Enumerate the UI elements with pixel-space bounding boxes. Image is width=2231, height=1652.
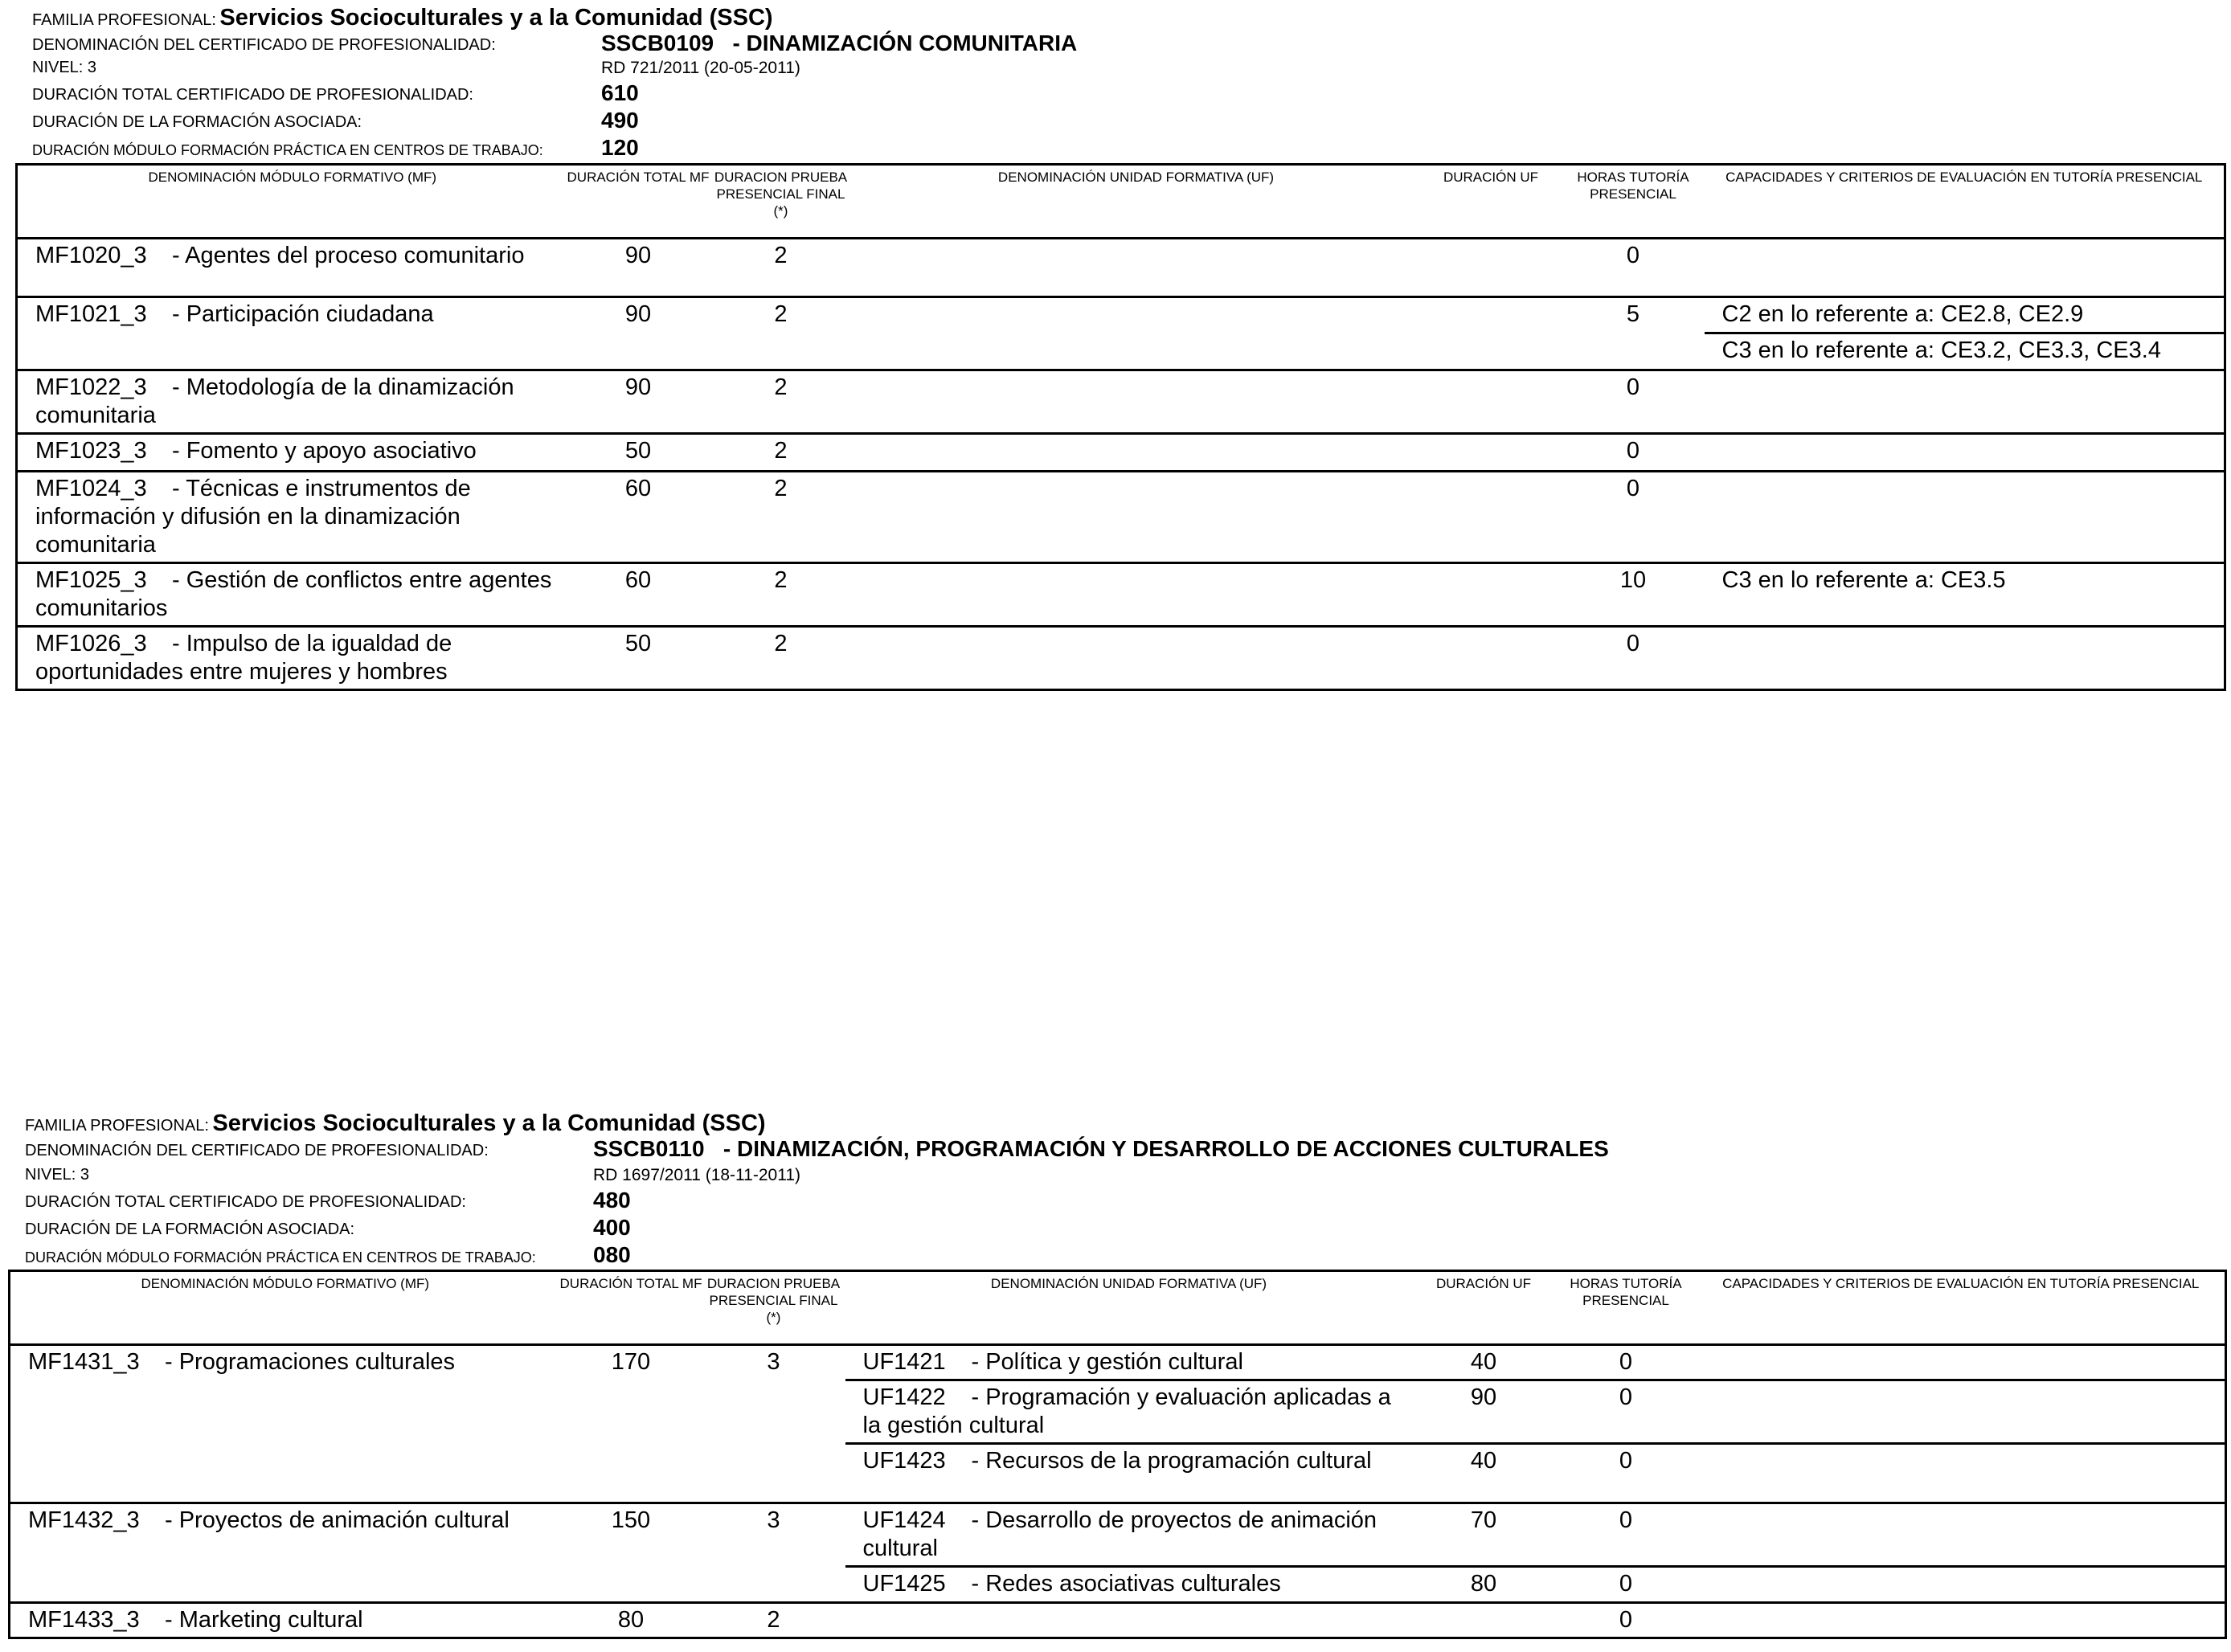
- nivel-label: NIVEL: 3: [25, 1166, 90, 1184]
- mf-prueba: 2: [710, 627, 853, 690]
- uf-duration: 90: [1413, 1380, 1555, 1444]
- denominacion-label: DENOMINACIÓN DEL CERTIFICADO DE PROFESIONALIDAD:: [32, 36, 496, 54]
- uf-cell: [853, 239, 1420, 297]
- tutoria-hours: 10: [1562, 563, 1705, 627]
- col-header: DURACIÓN UF: [1443, 170, 1539, 185]
- familia-line: [25, 1112, 766, 1135]
- rd-reference: RD 1697/2011 (18-11-2011): [593, 1166, 800, 1184]
- uf-name: - Programación y evaluación aplicadas a la gestión cultural: [862, 1384, 1391, 1438]
- criterios-cell: [1705, 627, 2225, 690]
- uf-duration: 70: [1413, 1503, 1555, 1567]
- certificate-title: [593, 1138, 1609, 1160]
- mf-total: 90: [567, 370, 710, 434]
- dur-formacion-label: DURACIÓN DE LA FORMACIÓN ASOCIADA:: [25, 1221, 355, 1238]
- uf-duration: 80: [1413, 1567, 1555, 1603]
- mf-name: - Agentes del proceso comunitario: [172, 243, 525, 268]
- mf-total: 80: [560, 1603, 702, 1638]
- mf-cell: [10, 1503, 560, 1603]
- familia-value: Servicios Socioculturales y a la Comunidad (SSC): [212, 1110, 766, 1136]
- uf-cell: [853, 627, 1420, 690]
- certificate-name: - DINAMIZACIÓN, PROGRAMACIÓN Y DESARROLLO DE ACCIONES CULTURALES: [723, 1136, 1609, 1161]
- tutoria-hours: 0: [1555, 1345, 1697, 1380]
- mf-code: MF1022_3: [35, 374, 147, 400]
- rd-reference: RD 721/2011 (20-05-2011): [601, 59, 800, 77]
- certificate-name: - DINAMIZACIÓN COMUNITARIA: [732, 31, 1078, 55]
- uf-duration: [1420, 434, 1562, 472]
- mf-code: MF1023_3: [35, 438, 147, 464]
- mf-total: 170: [560, 1345, 702, 1503]
- dur-practica-label: DURACIÓN MÓDULO FORMACIÓN PRÁCTICA EN CENTROS DE TRABAJO:: [25, 1249, 536, 1266]
- criterio-text: C2 en lo referente a: CE2.8, CE2.9: [1705, 297, 2225, 333]
- uf-cell: [845, 1567, 1413, 1603]
- table-row: [17, 370, 2225, 434]
- mf-code: MF1026_3: [35, 631, 147, 656]
- criterios-cell: [1697, 1503, 2226, 1567]
- uf-name: - Redes asociativas culturales: [971, 1571, 1281, 1597]
- uf-cell: [845, 1503, 1413, 1567]
- uf-duration: 40: [1413, 1345, 1555, 1380]
- tutoria-hours: 5: [1562, 297, 1705, 370]
- criterios-cell: [1697, 1567, 2226, 1603]
- familia-line: [32, 6, 773, 30]
- mf-total: 150: [560, 1503, 702, 1603]
- mf-name: - Gestión de conflictos entre agentes comunitarios: [35, 567, 552, 621]
- mf-prueba: 2: [710, 563, 853, 627]
- tutoria-hours: 0: [1562, 627, 1705, 690]
- uf-cell: [853, 434, 1420, 472]
- certificate-title: [601, 32, 1077, 55]
- tutoria-hours: 0: [1555, 1603, 1697, 1638]
- dur-formacion-value: 400: [593, 1215, 631, 1240]
- mf-cell: [17, 370, 567, 434]
- tutoria-hours: 0: [1555, 1380, 1697, 1444]
- mf-name: - Fomento y apoyo asociativo: [172, 438, 477, 464]
- table-row: [10, 1603, 2226, 1638]
- modules-table-1: [15, 163, 2226, 691]
- dur-practica-label: DURACIÓN MÓDULO FORMACIÓN PRÁCTICA EN CENTROS DE TRABAJO:: [32, 142, 543, 158]
- uf-cell: [853, 370, 1420, 434]
- uf-code: UF1421: [862, 1349, 946, 1375]
- uf-duration: 40: [1413, 1444, 1555, 1503]
- tutoria-hours: 0: [1562, 239, 1705, 297]
- mf-cell: [17, 563, 567, 627]
- mf-name: - Impulso de la igualdad de oportunidades entre mujeres y hombres: [35, 631, 452, 685]
- uf-cell: [853, 297, 1420, 370]
- col-header: DENOMINACIÓN UNIDAD FORMATIVA (UF): [990, 1276, 1267, 1291]
- tutoria-hours: 0: [1555, 1444, 1697, 1503]
- uf-duration: [1420, 472, 1562, 563]
- dur-total-label: DURACIÓN TOTAL CERTIFICADO DE PROFESIONALIDAD:: [25, 1193, 466, 1211]
- table-header-row: [17, 165, 2225, 239]
- uf-code: UF1423: [862, 1448, 946, 1474]
- mf-total: 60: [567, 472, 710, 563]
- uf-duration: [1420, 627, 1562, 690]
- mf-prueba: 2: [710, 434, 853, 472]
- uf-code: UF1422: [862, 1384, 946, 1410]
- mf-prueba: 2: [710, 472, 853, 563]
- col-header: CAPACIDADES Y CRITERIOS DE EVALUACIÓN EN TUTORÍA PRESENCIAL: [1725, 170, 2203, 185]
- table-row: [17, 627, 2225, 690]
- mf-code: MF1024_3: [35, 476, 147, 501]
- mf-name: - Programaciones culturales: [165, 1349, 456, 1375]
- col-header: CAPACIDADES Y CRITERIOS DE EVALUACIÓN EN TUTORÍA PRESENCIAL: [1722, 1276, 2200, 1291]
- mf-prueba: 2: [710, 297, 853, 370]
- mf-code: MF1433_3: [28, 1607, 140, 1633]
- familia-label: FAMILIA PROFESIONAL:: [25, 1117, 209, 1135]
- mf-total: 90: [567, 239, 710, 297]
- table-row: [17, 434, 2225, 472]
- mf-cell: [17, 297, 567, 370]
- mf-name: - Técnicas e instrumentos de información y difusión en la dinamización comunitaria: [35, 476, 471, 558]
- mf-code: MF1431_3: [28, 1349, 140, 1375]
- col-header: DENOMINACIÓN UNIDAD FORMATIVA (UF): [997, 170, 1275, 185]
- mf-prueba: 2: [702, 1603, 845, 1638]
- dur-practica-value: 120: [601, 135, 639, 160]
- col-header: DURACIÓN TOTAL MF: [559, 1276, 702, 1291]
- dur-total-value: 610: [601, 80, 639, 105]
- uf-duration: [1420, 297, 1562, 370]
- uf-duration: [1420, 239, 1562, 297]
- table-row: [17, 563, 2225, 627]
- mf-prueba: 2: [710, 370, 853, 434]
- table-header-row: [10, 1271, 2226, 1345]
- criterios-cell: [1697, 1603, 2226, 1638]
- mf-cell: [17, 627, 567, 690]
- uf-cell: [845, 1345, 1413, 1380]
- criterios-cell: [1705, 239, 2225, 297]
- uf-cell: [853, 472, 1420, 563]
- table-row: [10, 1345, 2226, 1380]
- nivel-label: NIVEL: 3: [32, 59, 97, 76]
- uf-cell: [845, 1380, 1413, 1444]
- dur-practica-value: 080: [593, 1242, 631, 1267]
- mf-total: 50: [567, 627, 710, 690]
- mf-code: MF1021_3: [35, 301, 147, 327]
- table-row: [17, 472, 2225, 563]
- table-row: [17, 297, 2225, 333]
- col-header: HORAS TUTORÍA PRESENCIAL: [1570, 1276, 1682, 1308]
- uf-cell: [845, 1603, 1413, 1638]
- mf-cell: [17, 239, 567, 297]
- tutoria-hours: 0: [1562, 370, 1705, 434]
- table-row: [17, 239, 2225, 297]
- criterios-cell: [1705, 370, 2225, 434]
- uf-name: - Recursos de la programación cultural: [971, 1448, 1372, 1474]
- mf-cell: [17, 472, 567, 563]
- uf-duration: [1420, 563, 1562, 627]
- criterios-cell: [1697, 1345, 2226, 1380]
- criterios-cell: [1697, 1444, 2226, 1503]
- mf-code: MF1025_3: [35, 567, 147, 593]
- uf-name: - Política y gestión cultural: [971, 1349, 1243, 1375]
- mf-total: 50: [567, 434, 710, 472]
- col-header: DENOMINACIÓN MÓDULO FORMATIVO (MF): [148, 170, 437, 185]
- uf-code: UF1425: [862, 1571, 946, 1597]
- uf-duration: [1413, 1603, 1555, 1638]
- dur-formacion-value: 490: [601, 108, 639, 133]
- uf-name: - Desarrollo de proyectos de animación cultural: [862, 1507, 1377, 1561]
- certificate-code: SSCB0109: [601, 31, 714, 55]
- tutoria-hours: 0: [1555, 1503, 1697, 1567]
- mf-prueba: 3: [702, 1503, 845, 1603]
- mf-name: - Participación ciudadana: [172, 301, 434, 327]
- familia-label: FAMILIA PROFESIONAL:: [32, 11, 216, 29]
- dur-total-label: DURACIÓN TOTAL CERTIFICADO DE PROFESIONALIDAD:: [32, 86, 473, 104]
- table-row: [10, 1503, 2226, 1567]
- uf-code: UF1424: [862, 1507, 946, 1533]
- modules-table-2: [8, 1270, 2227, 1639]
- tutoria-hours: 0: [1562, 472, 1705, 563]
- mf-total: 60: [567, 563, 710, 627]
- mf-name: - Metodología de la dinamización comunitaria: [35, 374, 514, 428]
- mf-code: MF1432_3: [28, 1507, 140, 1533]
- mf-name: - Proyectos de animación cultural: [165, 1507, 510, 1533]
- col-header: DURACION PRUEBA PRESENCIAL FINAL (*): [706, 1276, 841, 1325]
- uf-cell: [853, 563, 1420, 627]
- uf-cell: [845, 1444, 1413, 1503]
- mf-cell: [10, 1603, 560, 1638]
- mf-cell: [17, 434, 567, 472]
- mf-prueba: 2: [710, 239, 853, 297]
- uf-duration: [1420, 370, 1562, 434]
- dur-formacion-label: DURACIÓN DE LA FORMACIÓN ASOCIADA:: [32, 113, 362, 131]
- certificate-code: SSCB0110: [593, 1136, 705, 1161]
- criterio-text: C3 en lo referente a: CE3.5: [1705, 563, 2225, 627]
- mf-cell: [10, 1345, 560, 1503]
- criterios-cell: [1705, 472, 2225, 563]
- tutoria-hours: 0: [1555, 1567, 1697, 1603]
- mf-name: - Marketing cultural: [165, 1607, 363, 1633]
- col-header: DURACIÓN TOTAL MF: [567, 170, 710, 185]
- criterio-text: C3 en lo referente a: CE3.2, CE3.3, CE3.4: [1705, 333, 2225, 370]
- tutoria-hours: 0: [1562, 434, 1705, 472]
- col-header: DURACION PRUEBA PRESENCIAL FINAL (*): [714, 170, 848, 219]
- familia-value: Servicios Socioculturales y a la Comunidad (SSC): [219, 5, 773, 31]
- col-header: DENOMINACIÓN MÓDULO FORMATIVO (MF): [141, 1276, 430, 1291]
- col-header: HORAS TUTORÍA PRESENCIAL: [1577, 170, 1689, 202]
- denominacion-label: DENOMINACIÓN DEL CERTIFICADO DE PROFESIONALIDAD:: [25, 1142, 489, 1159]
- dur-total-value: 480: [593, 1188, 631, 1212]
- mf-prueba: 3: [702, 1345, 845, 1503]
- col-header: DURACIÓN UF: [1435, 1276, 1532, 1291]
- criterios-cell: [1705, 434, 2225, 472]
- mf-code: MF1020_3: [35, 243, 147, 268]
- mf-total: 90: [567, 297, 710, 370]
- criterios-cell: [1697, 1380, 2226, 1444]
